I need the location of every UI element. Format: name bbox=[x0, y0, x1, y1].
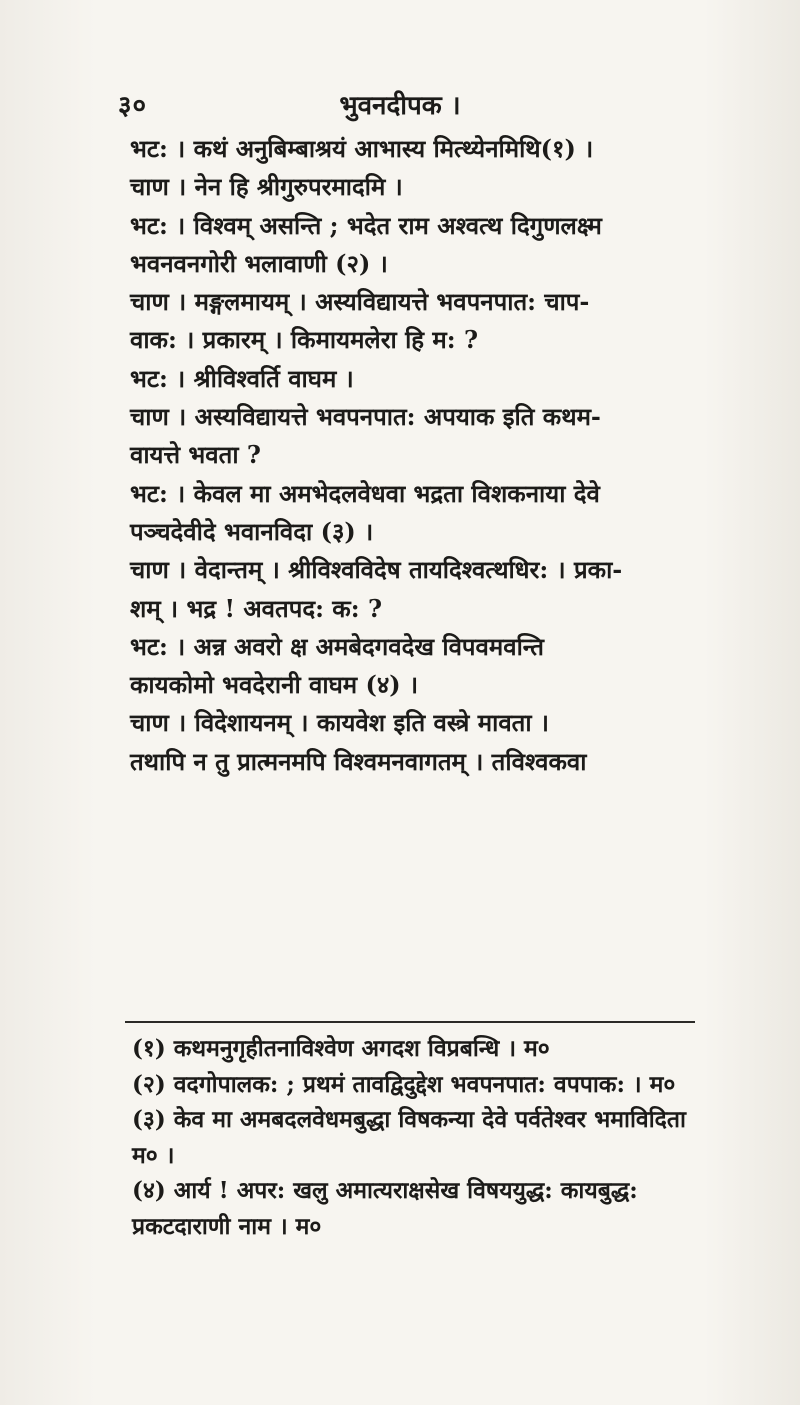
running-title: भुवनदीपक । bbox=[339, 91, 461, 121]
text-line: वायत्ते भवता ? bbox=[130, 440, 261, 470]
footnote-divider bbox=[125, 1021, 695, 1023]
text-line: चाण । अस्यविद्यायत्ते भवपनपात: अपयाक इति कथम- bbox=[130, 402, 601, 432]
text-line: चाण । नेन हि श्रीगुरुपरमादमि । bbox=[130, 172, 403, 202]
main-text-block bbox=[130, 130, 690, 781]
text-line: वाक: । प्रकारम् । किमायमलेरा हि म: ? bbox=[130, 325, 479, 355]
text-line: चाण । मङ्गलमायम् । अस्यविद्यायत्ते भवपनपात: चाप- bbox=[130, 287, 590, 317]
text-line: भट: । विश्वम् असन्ति ; भदेत राम अश्वत्थ दिगुणलक्ष्म bbox=[130, 210, 602, 240]
text-line: भवनवनगोरी भलावाणी (२) । bbox=[130, 248, 388, 278]
text-line: भट: । श्रीविश्वर्ति वाघम । bbox=[130, 363, 354, 393]
text-line: भट: । केवल मा अमभेदलवेधवा भद्रता विशकनाया देवे bbox=[130, 478, 600, 508]
text-line: शम् । भद्र ! अवतपद: क: ? bbox=[130, 593, 383, 623]
footnotes-block bbox=[132, 1031, 692, 1244]
text-line: पञ्चदेवीदे भवानविदा (३) । bbox=[130, 516, 374, 546]
text-line: चाण । विदेशायनम् । कायवेश इति वस्त्रे मावता । bbox=[130, 708, 550, 738]
text-line: कायकोमो भवदेरानी वाघम (४) । bbox=[130, 670, 419, 700]
footnote: (२) वदगोपालक: ; प्रथमं तावद्विदुद्देश भवपनपात: वपपाक: । म० bbox=[132, 1070, 676, 1098]
text-line: तथापि न तु प्रात्मनमपि विश्वमनवागतम् । तविश्वकवा bbox=[130, 746, 587, 776]
text-line: चाण । वेदान्तम् । श्रीविश्वविदेष तायदिश्वत्थधिर: । प्रका- bbox=[130, 555, 623, 585]
footnote: (४) आर्य ! अपर: खलु अमात्यराक्षसेख विषययुद्ध: कायबुद्ध: प्रकटदाराणी नाम । म० bbox=[132, 1177, 638, 1240]
footnote: (१) कथमनुगृहीतनाविश्वेण अगदश विप्रबन्धि । म० bbox=[132, 1035, 550, 1062]
text-line: भट: । अन्न अवरो क्ष अमबेदगवदेख विपवमवन्ति bbox=[130, 631, 544, 661]
footnote: (३) केव मा अमबदलवेधमबुद्धा विषकन्या देवे पर्वतेश्वर भमाविदिता म० । bbox=[132, 1106, 686, 1169]
page-number: ३० bbox=[118, 91, 148, 121]
page-header bbox=[0, 86, 800, 126]
text-line: भट: । कथं अनुबिम्बाश्रयं आभास्य मित्थ्येनमिथि(१) । bbox=[130, 134, 594, 163]
